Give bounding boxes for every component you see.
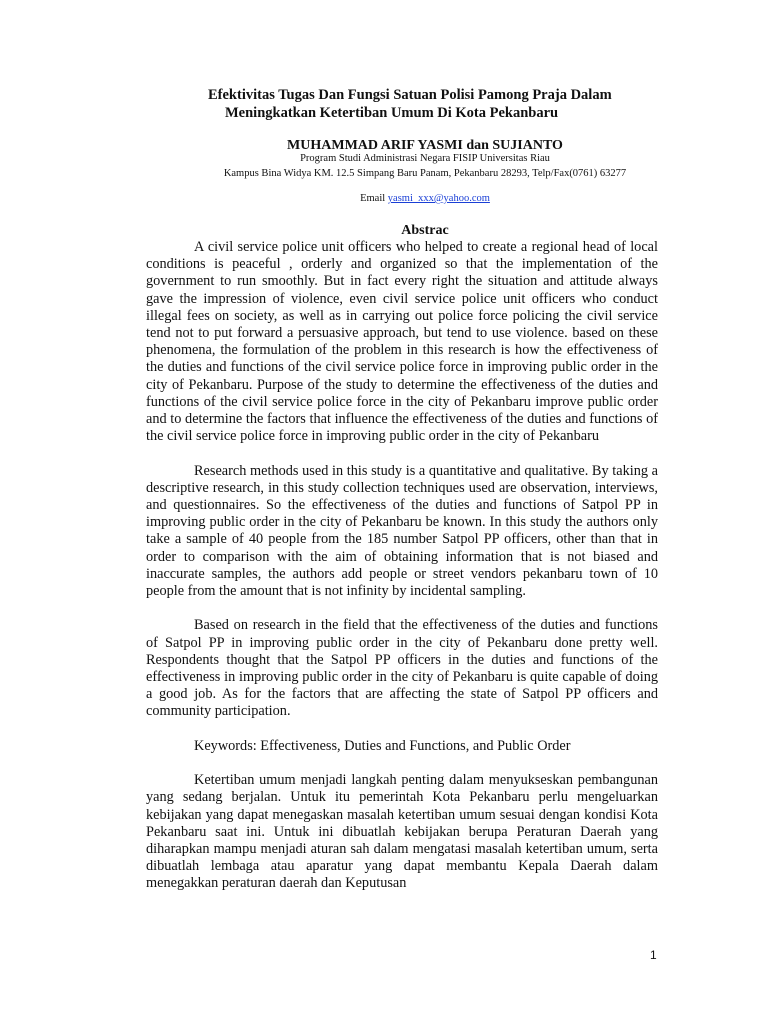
body-text <box>146 239 658 893</box>
affiliation-line-2: Kampus Bina Widya KM. 12.5 Simpang Baru Panam, Pekanbaru 28293, Telp/Fax(0761) 63277 <box>223 168 627 179</box>
title-line-1: Efektivitas Tugas Dan Fungsi Satuan Polisi Pamong Praja Dalam <box>208 87 612 103</box>
email-line <box>0 193 768 204</box>
title-line-2: Meningkatkan Ketertiban Umum Di Kota Pekanbaru <box>225 105 559 121</box>
abstract-paragraph-1: A civil service police unit officers who helped to create a regional head of local conditions is peaceful , orderly and organized so that the implementation of the government to run smoothly. But in fact every right the situation and attitude always gave the impression of violence, even civil service police unit officers who conduct illegal fees on society, as well as in carrying out police force policing the civil service tend not to put forward a persuasive approach, but tend to use violence. based on these phenomena, the formulation of the problem in this research is how the effectiveness of the duties and functions of the civil service police force in improving public order in the city of Pekanbaru. Purpose of the study to determine the effectiveness of the duties and functions of the civil service police force in the city of Pekanbaru improve public order and to determine the factors that influence the effectiveness of the duties and functions of the civil service police force in improving public order in the city of Pekanbaru <box>146 239 658 445</box>
paper-title <box>150 86 710 122</box>
abstract-paragraph-2: Research methods used in this study is a quantitative and qualitative. By taking a descriptive research, in this study collection techniques used are observation, interviews, and questionnaires. So the effectiveness of the duties and functions of Satpol PP in improving public order in the city of Pekanbaru be known. In this study the authors only take a sample of 40 people from the 185 number Satpol PP officers, other than that in order to comparison with the aim of obtaining information that is not biased and inaccurate samples, the authors add people or street vendors pekanbaru town of 10 people from the amount that is not infinity by incidental sampling. <box>146 462 658 600</box>
keywords: Keywords: Effectiveness, Duties and Functions, and Public Order <box>194 737 571 754</box>
email-label: Email <box>360 193 386 204</box>
authors: MUHAMMAD ARIF YASMI dan SUJIANTO <box>287 138 563 153</box>
abstract-paragraph-3: Based on research in the field that the effectiveness of the duties and functions of Satpol PP in improving public order in the city of Pekanbaru done pretty well. Respondents thought that the Satpol PP officers in the duties and functions of the effectiveness in improving public order in the city of Pekanbaru is quite capable of doing a good job. As for the factors that are affecting the state of Satpol PP officers and community participation. <box>146 617 658 720</box>
intro-paragraph: Ketertiban umum menjadi langkah penting dalam menyukseskan pembangunan yang sedang berjalan. Untuk itu pemerintah Kota Pekanbaru perlu mengeluarkan kebijakan yang dapat menegaskan masalah ketertiban umum sesuai dengan kondisi Kota Pekanbaru saat ini. Untuk ini dibuatlah kebijakan berupa Peraturan Daerah yang diharapkan mampu menjadi aturan sah dalam mengatasi masalah ketertiban umum, serta dibuatlah lembaga atau aparatur yang dapat membantu Kepala Daerah dalam menegakkan peraturan daerah dan Keputusan <box>146 772 658 892</box>
email-link[interactable]: yasmi_xxx@yahoo.com <box>387 193 490 204</box>
affiliation-line-1: Program Studi Administrasi Negara FISIP Universitas Riau <box>300 153 550 164</box>
abstract-heading: Abstrac <box>401 223 449 238</box>
page-number: 1 <box>650 948 657 962</box>
